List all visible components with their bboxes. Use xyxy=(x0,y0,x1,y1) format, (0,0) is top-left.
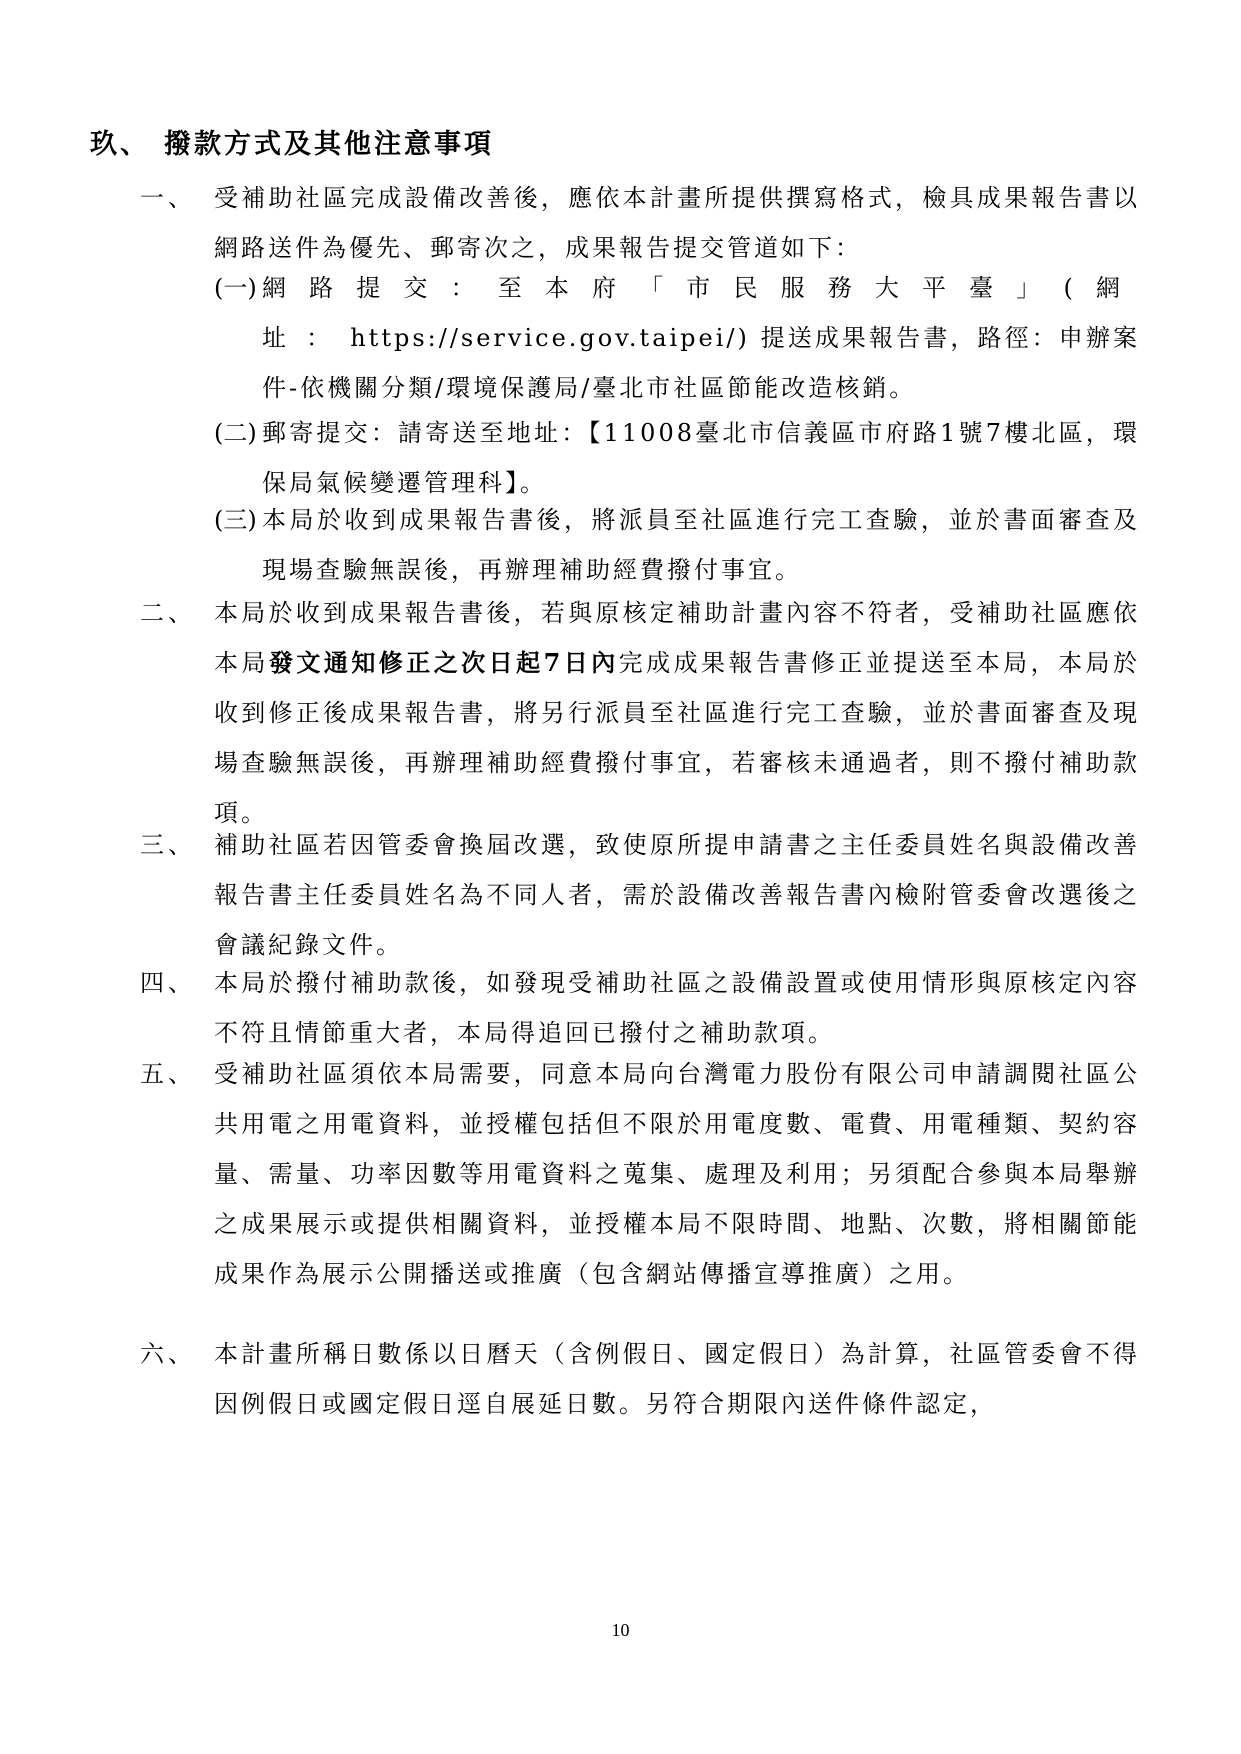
subitem-1 xyxy=(214,263,1140,413)
item-text: 本局於撥付補助款後，如發現受補助社區之設備設置或使用情形與原核定內容不符且情節重大者，本局得追回已撥付之補助款項。 xyxy=(214,969,1140,1047)
section-title: 撥款方式及其他注意事項 xyxy=(164,129,494,160)
list-item-4 xyxy=(140,958,1140,1058)
item-text-part: 本局於收到成果報告書後，若與原核定補助計畫內容不符者，受補助社區應依本局 xyxy=(214,599,1140,677)
item-marker: 五、 xyxy=(140,1060,196,1088)
item-text: 受補助社區完成設備改善後，應依本計畫所提供撰寫格式，檢具成果報告書以網路送件為優先、郵寄次之，成果報告提交管道如下： xyxy=(214,184,1140,262)
list-item-3 xyxy=(140,820,1140,970)
list-item-6 xyxy=(140,1329,1140,1429)
deadline-emphasis: 發文通知修正之次日起7日內 xyxy=(268,648,619,677)
item-marker: 四、 xyxy=(140,969,196,997)
item-text: 補助社區若因管委會換屆改選，致使原所提申請書之主任委員姓名與設備改善報告書主任委員姓名為不同人者，需於設備改善報告書內檢附管委會改選後之會議紀錄文件。 xyxy=(214,831,1140,959)
item-marker: 二、 xyxy=(140,599,196,627)
item-text-part: 完成成果報告書修正並提送至本局，本局於收到修正後成果報告書，將另行派員至社區進行完工查驗，並於書面審查及現場查驗無誤後，再辦理補助經費撥付事宜，若審核未通過者，則不撥付補助款項。 xyxy=(214,649,1141,827)
subitem-rest: https://service.gov.taipei/) 提送成果報告書，路徑：申辦案件-依機關分類/環境保護局/臺北市社區節能改造核銷。 xyxy=(262,324,1140,402)
subitem-lead: 網路提交：至本府「市民服務大平臺」(網址： xyxy=(262,274,1140,352)
subitem-text: 本局於收到成果報告書後，將派員至社區進行完工查驗，並於書面審查及現場查驗無誤後，再辦理補助經費撥付事宜。 xyxy=(262,506,1140,584)
subitem-text: 郵寄提交：請寄送至地址：【11008臺北市信義區市府路1號7樓北區，環保局氣候變遷管理科】。 xyxy=(262,419,1140,497)
list-item-2 xyxy=(140,588,1140,838)
list-item-5 xyxy=(140,1049,1140,1299)
list-item-1 xyxy=(140,173,1140,273)
subitem-marker: (一) xyxy=(214,274,257,302)
subitem-marker: (二) xyxy=(214,419,257,447)
item-marker: 六、 xyxy=(140,1340,196,1368)
item-text xyxy=(214,588,1140,838)
item-marker: 三、 xyxy=(140,831,196,859)
item-marker: 一、 xyxy=(140,184,196,212)
item-text: 本計畫所稱日數係以日曆天（含例假日、國定假日）為計算，社區管委會不得因例假日或國定假日逕自展延日數。另符合期限內送件條件認定， xyxy=(214,1340,1140,1418)
section-number: 玖、 xyxy=(90,129,150,160)
item-text: 受補助社區須依本局需要，同意本局向台灣電力股份有限公司申請調閱社區公共用電之用電資料，並授權包括但不限於用電度數、電費、用電種類、契約容量、需量、功率因數等用電資料之蒐集、處理及利用；另須配合參與本局舉辦之成果展示或提供相關資料，並授權本局不限時間、地點、次數，將相關節能成果作為展示公開播送或推廣（包含網站傳播宣導推廣）之用。 xyxy=(214,1060,1140,1288)
page-number: 10 xyxy=(611,1620,630,1640)
subitem-3 xyxy=(214,495,1140,595)
subitem-2 xyxy=(214,408,1140,508)
section-heading xyxy=(90,122,494,161)
subitem-marker: (三) xyxy=(214,506,257,534)
subitem-text xyxy=(262,263,1140,413)
